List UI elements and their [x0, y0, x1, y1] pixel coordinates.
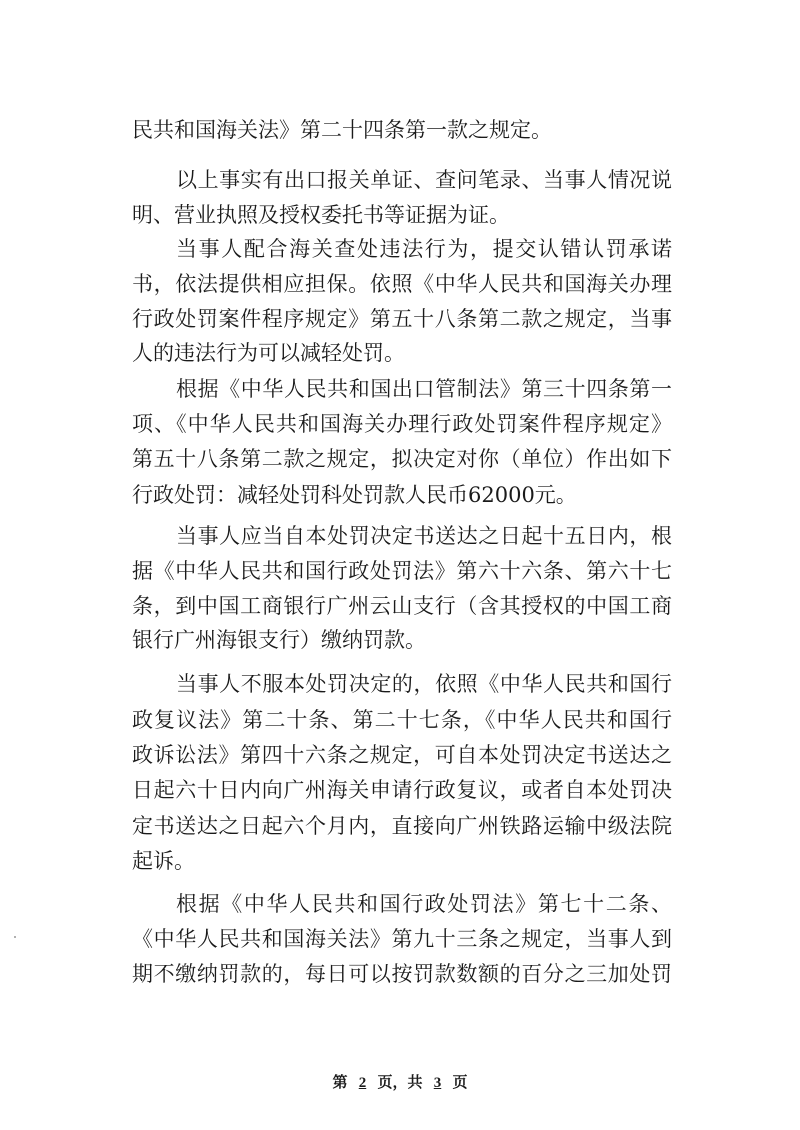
footer-prefix: 第 — [332, 1073, 348, 1091]
text-line: 据《中华人民共和国行政处罚法》第六十六条、第六十七 — [132, 559, 672, 583]
text-line: 日起六十日内向广州海关申请行政复议，或者自本处罚决 — [132, 778, 672, 802]
text-line: 政诉讼法》第四十六条之规定，可自本处罚决定书送达之 — [132, 743, 672, 767]
total-page-count: 3 — [433, 1075, 442, 1091]
text-line: 民共和国海关法》第二十四条第一款之规定。 — [132, 118, 552, 142]
text-line: 行政处罚：减轻处罚科处罚款人民币62000元。 — [132, 483, 577, 507]
page-footer — [0, 1072, 800, 1093]
text-line: 书，依法提供相应担保。依照《中华人民共和国海关办理 — [132, 272, 672, 296]
paragraph-first-line: 以上事实有出口报关单证、查问笔录、当事人情况说 — [176, 168, 672, 192]
paragraph-first-line: 当事人配合海关查处违法行为，提交认错认罚承诺 — [176, 237, 672, 261]
text-line: 起诉。 — [132, 849, 195, 873]
text-line: 定书送达之日起六个月内，直接向广州铁路运输中级法院 — [132, 814, 672, 838]
paragraph-first-line: 根据《中华人民共和国行政处罚法》第七十二条、 — [176, 892, 672, 916]
footer-suffix: 页 — [452, 1073, 468, 1091]
text-line: 明、营业执照及授权委托书等证据为证。 — [132, 203, 510, 227]
text-line: 第五十八条第二款之规定，拟决定对你（单位）作出如下 — [132, 447, 672, 471]
text-line: 项、《中华人民共和国海关办理行政处罚案件程序规定》 — [132, 412, 672, 436]
paragraph-first-line: 当事人不服本处罚决定的，依照《中华人民共和国行 — [176, 672, 672, 696]
text-line: 行政处罚案件程序规定》第五十八条第二款之规定，当事 — [132, 307, 672, 331]
text-line: 期不缴纳罚款的，每日可以按罚款数额的百分之三加处罚 — [132, 962, 672, 986]
paragraph-first-line: 当事人应当自本处罚决定书送达之日起十五日内，根 — [176, 524, 672, 548]
text-line: 人的违法行为可以减轻处罚。 — [132, 341, 405, 365]
paragraph-first-line: 根据《中华人民共和国出口管制法》第三十四条第一 — [176, 377, 672, 401]
footer-middle: 页，共 — [377, 1073, 423, 1091]
current-page-number: 2 — [358, 1075, 367, 1091]
text-line: 银行广州海银支行）缴纳罚款。 — [132, 628, 426, 652]
text-line: 条，到中国工商银行广州云山支行（含其授权的中国工商 — [132, 594, 672, 618]
text-line: 《中华人民共和国海关法》第九十三条之规定，当事人到 — [132, 927, 672, 951]
scan-speck — [14, 936, 16, 938]
text-line: 政复议法》第二十条、第二十七条，《中华人民共和国行 — [132, 708, 672, 732]
